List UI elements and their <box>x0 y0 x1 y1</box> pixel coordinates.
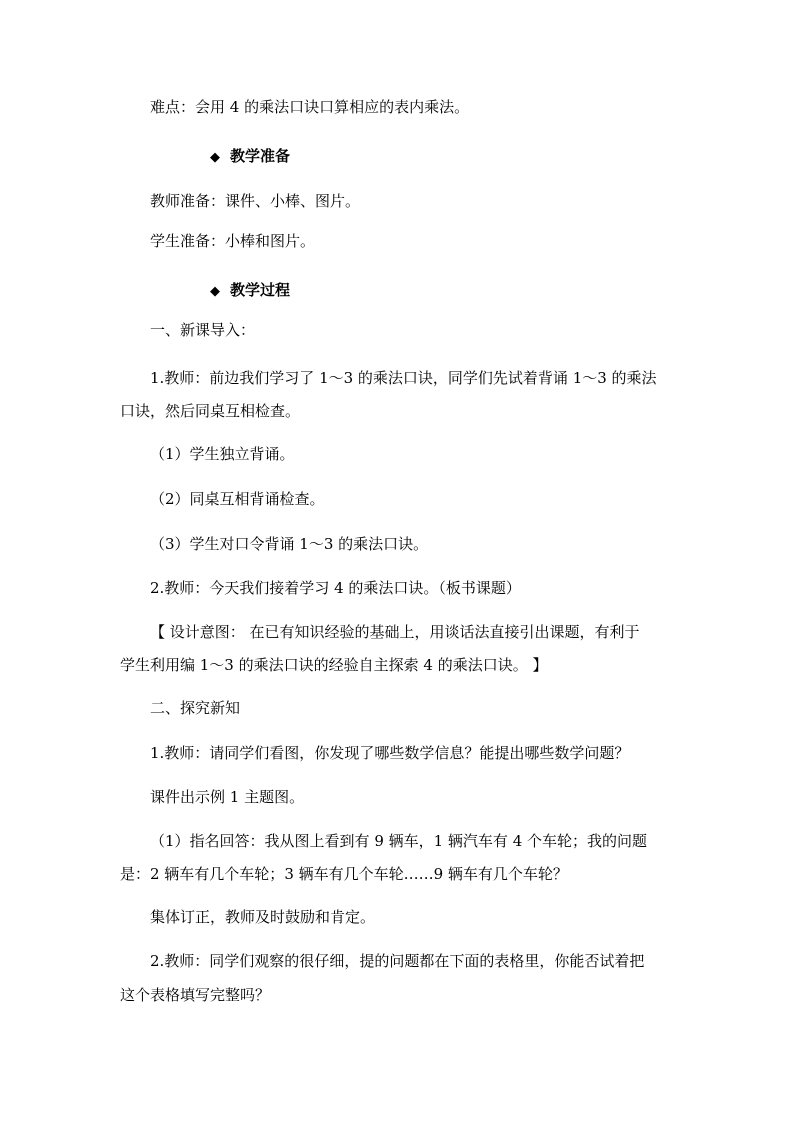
paragraph-line: 口诀，然后同桌互相检查。 <box>120 402 301 420</box>
paragraph-line: 2.教师：同学们观察的很仔细，提的问题都在下面的表格里，你能否试着把 <box>150 952 645 970</box>
paragraph-line: 1.教师：前边我们学习了 1～3 的乘法口诀，同学们先试着背诵 1～3 的乘法 <box>150 369 657 387</box>
paragraph-line: 2.教师：今天我们接着学习 4 的乘法口诀。（板书课题） <box>150 579 521 597</box>
list-item: （2）同桌互相背诵检查。 <box>150 490 325 508</box>
list-item: （1）学生独立背诵。 <box>150 445 295 463</box>
student-preparation-line: 学生准备：小棒和图片。 <box>150 232 316 250</box>
list-item: （3）学生对口令背诵 1～3 的乘法口诀。 <box>150 535 429 553</box>
paragraph-line: 课件出示例 1 主题图。 <box>150 788 305 806</box>
section-heading-process <box>210 279 290 303</box>
heading-text: 教学过程 <box>230 281 291 299</box>
heading-text: 教学准备 <box>230 147 291 165</box>
diamond-bullet-icon: ◆ <box>210 150 220 165</box>
section-heading-preparation <box>210 145 290 169</box>
design-intent-line: 【 设计意图： 在已有知识经验的基础上，用谈话法直接引出课题，有利于 <box>150 623 640 641</box>
paragraph-line: 集体订正，教师及时鼓励和肯定。 <box>150 908 376 926</box>
design-intent-line: 学生利用编 1～3 的乘法口诀的经验自主探索 4 的乘法口诀。 】 <box>120 656 548 674</box>
paragraph-line: （1）指名回答：我从图上看到有 9 辆车，1 辆汽车有 4 个车轮；我的问题 <box>150 832 648 850</box>
part-one-heading: 一、新课导入： <box>150 321 256 339</box>
paragraph-line: 是：2 辆车有几个车轮；3 辆车有几个车轮……9 辆车有几个车轮？ <box>120 865 568 883</box>
part-two-heading: 二、探究新知 <box>150 699 241 717</box>
paragraph-line: 1.教师：请同学们看图，你发现了哪些数学信息？能提出哪些数学问题？ <box>150 744 630 762</box>
paragraph-line: 这个表格填写完整吗？ <box>120 986 271 1004</box>
difficulty-line: 难点：会用 4 的乘法口诀口算相应的表内乘法。 <box>150 98 470 116</box>
teacher-preparation-line: 教师准备：课件、小棒、图片。 <box>150 192 361 210</box>
diamond-bullet-icon: ◆ <box>210 284 220 299</box>
